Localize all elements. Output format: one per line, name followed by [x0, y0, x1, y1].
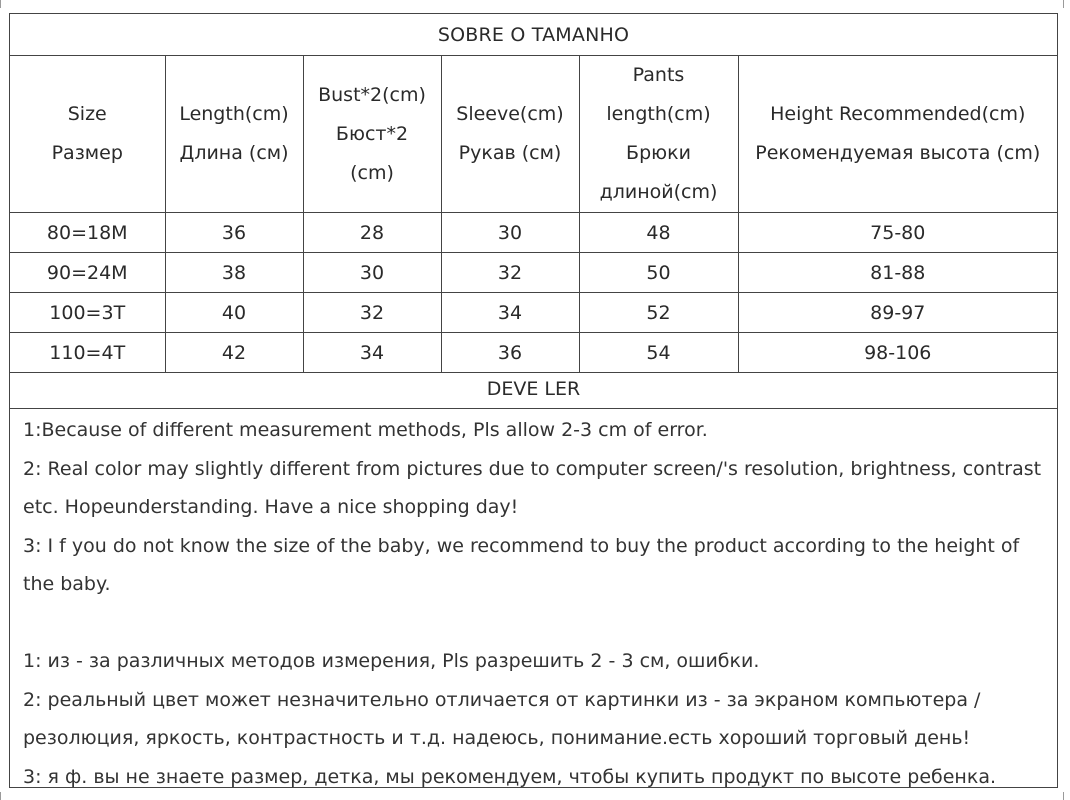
cell-pants-length: 52 — [579, 293, 738, 333]
notice-title: DEVE LER — [10, 369, 1057, 409]
cell-height: 89-97 — [738, 293, 1057, 333]
size-chart-sheet — [9, 13, 1058, 788]
header-bust: Bust*2(cm) Бюст*2 (cm) — [303, 56, 441, 213]
corner-mark-top-right — [1063, 0, 1064, 8]
corner-mark-bottom-left — [0, 792, 1, 800]
note-ru-2: 2: реальный цвет может незначительно отличается от картинки из - за экраном компьютера / резолюция, яркость, контрастность и т.д. надеюсь, понимание.есть хороший торговый день! — [23, 688, 981, 749]
table-row — [10, 253, 1057, 293]
header-sleeve: Sleeve(cm) Рукав (см) — [441, 56, 579, 213]
table-row — [10, 293, 1057, 333]
cell-length: 36 — [165, 213, 303, 253]
cell-bust: 32 — [303, 293, 441, 333]
cell-pants-length: 54 — [579, 333, 738, 373]
corner-mark-top-left — [0, 0, 1, 8]
size-table — [10, 56, 1057, 373]
cell-height: 98-106 — [738, 333, 1057, 373]
cell-bust: 30 — [303, 253, 441, 293]
notes-spacer — [23, 604, 1043, 643]
table-row — [10, 213, 1057, 253]
chart-title: SOBRE O TAMANHO — [10, 14, 1057, 56]
cell-bust: 34 — [303, 333, 441, 373]
cell-sleeve: 32 — [441, 253, 579, 293]
header-pants-length: Pants length(cm) Брюки длиной(cm) — [579, 56, 738, 213]
cell-pants-length: 48 — [579, 213, 738, 253]
note-en-3: 3: I f you do not know the size of the baby, we recommend to buy the product according to the height of the baby. — [23, 534, 1020, 595]
cell-pants-length: 50 — [579, 253, 738, 293]
cell-length: 42 — [165, 333, 303, 373]
cell-height: 81-88 — [738, 253, 1057, 293]
cell-bust: 28 — [303, 213, 441, 253]
cell-size: 110=4T — [10, 333, 165, 373]
note-ru-1: 1: из - за различных методов измерения, Pls разрешить 2 - 3 см, ошибки. — [23, 650, 760, 672]
cell-height: 75-80 — [738, 213, 1057, 253]
cell-size: 80=18M — [10, 213, 165, 253]
header-length: Length(cm) Длина (см) — [165, 56, 303, 213]
note-en-2: 2: Real color may slightly different from pictures due to computer screen/'s resolution, brightness, contrast etc. Hopeunderstanding. Have a nice shopping day! — [23, 457, 1042, 518]
header-height-recommended: Height Recommended(cm) Рекомендуемая высота (cm) — [738, 56, 1057, 213]
cell-length: 38 — [165, 253, 303, 293]
note-ru-3: 3: я ф. вы не знаете размер, детка, мы рекомендуем, чтобы купить продукт по высоте ребенка. — [23, 765, 997, 788]
cell-size: 100=3T — [10, 293, 165, 333]
corner-mark-bottom-right — [1063, 792, 1064, 800]
header-row — [10, 56, 1057, 213]
cell-size: 90=24M — [10, 253, 165, 293]
table-row — [10, 333, 1057, 373]
cell-sleeve: 36 — [441, 333, 579, 373]
note-en-1: 1:Because of different measurement methods, Pls allow 2-3 cm of error. — [23, 419, 708, 441]
header-size: Size Размер — [10, 56, 165, 213]
cell-length: 40 — [165, 293, 303, 333]
cell-sleeve: 34 — [441, 293, 579, 333]
cell-sleeve: 30 — [441, 213, 579, 253]
notes-section — [23, 411, 1043, 796]
